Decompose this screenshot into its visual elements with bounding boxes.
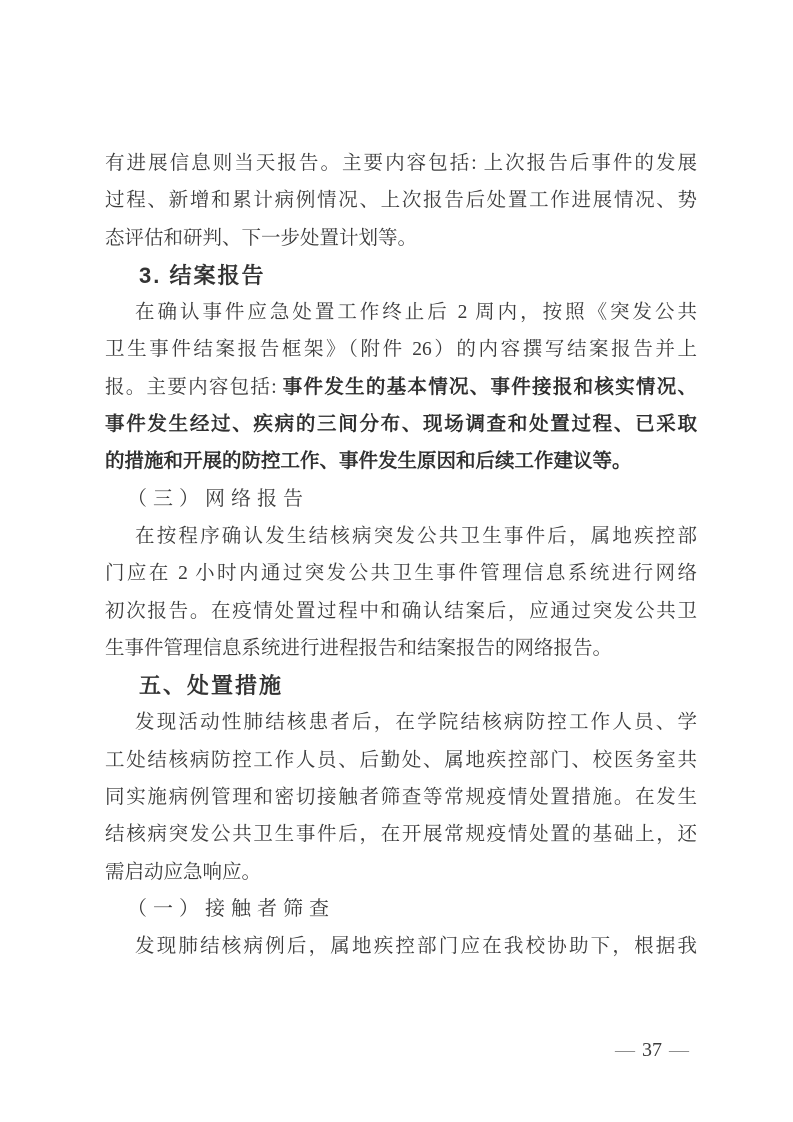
emphasized-text-run: 事件发生的基本情况、事件接报和核实情况、 [282, 376, 697, 398]
text-line: 卫生事件结案报告框架》（附件 26）的内容撰写结案报告并上 [105, 339, 697, 361]
text-line: 结核病突发公共卫生事件后，在开展常规疫情处置的基础上，还 [105, 824, 697, 846]
text-line: 初次报告。在疫情处置过程中和确认结案后，应通过突发公共卫 [105, 600, 697, 622]
text-line: 生事件管理信息系统进行进程报告和结案报告的网络报告。 [105, 637, 613, 659]
paragraph-contact-screening [105, 928, 697, 965]
text-line: 工处结核病防控工作人员、后勤处、属地疾控部门、校医务室共 [105, 749, 697, 771]
subheading-network-report: （三）网络报告 [127, 487, 309, 510]
subheading-contact-screening: （一）接触者筛查 [127, 897, 335, 920]
text-line: 态评估和研判、下一步处置计划等。 [105, 227, 418, 249]
text-line [105, 369, 697, 406]
page-number: 37 [642, 1039, 662, 1061]
paragraph-disposal-measures [105, 704, 697, 890]
text-line: 同实施病例管理和密切接触者筛查等常规疫情处置措施。在发生 [105, 787, 697, 809]
footer-dash-right: — [669, 1039, 689, 1061]
page-footer [608, 1036, 696, 1064]
text-run: 报。主要内容包括: [105, 376, 283, 398]
paragraph-progress-report-continued [105, 145, 697, 257]
footer-dash-left: — [615, 1039, 635, 1061]
paragraph-closing-report [105, 294, 697, 480]
heading-disposal-measures: 五、处置措施 [139, 673, 284, 699]
paragraph-network-report [105, 518, 697, 667]
text-line: 有进展信息则当天报告。主要内容包括: 上次报告后事件的发展 [105, 153, 697, 174]
text-line: 过程、新增和累计病例情况、上次报告后处置工作进展情况、势 [105, 190, 697, 212]
text-line: 在按程序确认发生结核病突发公共卫生事件后，属地疾控部 [135, 525, 697, 547]
text-line: 需启动应急响应。 [105, 861, 262, 883]
document-body [105, 145, 697, 966]
text-line: 发现活动性肺结核患者后，在学院结核病防控工作人员、学 [135, 712, 697, 734]
text-line: 在确认事件应急处置工作终止后 2 周内，按照《突发公共 [135, 302, 697, 324]
text-line: 发现肺结核病例后，属地疾控部门应在我校协助下，根据我 [135, 936, 697, 958]
text-line: 门应在 2 小时内通过突发公共卫生事件管理信息系统进行网络 [105, 563, 697, 585]
heading-closing-report: 3. 结案报告 [139, 262, 266, 288]
text-line: 事件发生经过、疾病的三间分布、现场调查和处置过程、已采取 [105, 414, 697, 436]
text-line: 的措施和开展的防控工作、事件发生原因和后续工作建议等。 [105, 451, 632, 473]
